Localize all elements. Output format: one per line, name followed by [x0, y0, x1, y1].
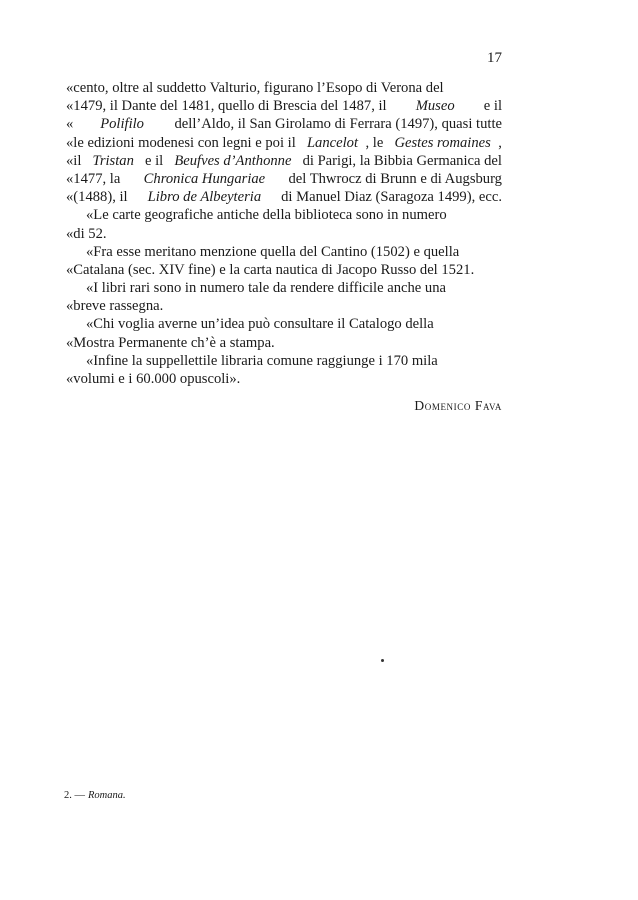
text-line: «Infine la suppellettile libraria comune raggiunge i 170 mila — [86, 352, 438, 369]
author-signature: Domenico Fava — [414, 398, 502, 413]
print-speck — [381, 659, 384, 662]
text-line: «volumi e i 60.000 opuscoli». — [66, 371, 241, 387]
text-line: « Polifilo dell’Aldo, il San Girolamo di Ferrara (1497), quasi tutte — [66, 116, 502, 133]
text-line: «Mostra Permanente ch’è a stampa. — [66, 334, 275, 351]
text-line: «1479, il Dante del 1481, quello di Brescia del 1487, il Museo e il — [66, 98, 502, 115]
text-line: «(1488), il Libro de Albeyteria di Manuel Diaz (Saragoza 1499), ecc. — [66, 189, 502, 206]
text-line: «Le carte geografiche antiche della biblioteca sono in numero — [86, 207, 447, 224]
page-number: 17 — [487, 50, 502, 66]
text-line: «1477, la Chronica Hungariae del Thwrocz di Brunn e di Augsburg — [66, 170, 502, 187]
text-line: «cento, oltre al suddetto Valturio, figurano l’Esopo di Verona del — [66, 80, 444, 96]
text-line: «breve rassegna. — [66, 298, 164, 315]
body-text — [66, 79, 502, 388]
signature-mark — [64, 790, 126, 801]
text-line: «Fra esse meritano menzione quella del Cantino (1502) e quella — [86, 243, 460, 260]
signature-mark-title: Romana. — [88, 790, 126, 801]
signature-mark-number: 2. — — [64, 790, 85, 801]
text-line: «il Tristan e il Beufves d’Anthonne di Parigi, la Bibbia Germanica del — [66, 152, 502, 169]
text-line: «le edizioni modenesi con legni e poi il Lancelot , le Gestes romaines , — [66, 134, 502, 151]
text-line: «Catalana (sec. XIV fine) e la carta nautica di Jacopo Russo del 1521. — [66, 261, 475, 278]
text-line: «di 52. — [66, 225, 107, 242]
text-line: «Chi voglia averne un’idea può consultare il Catalogo della — [86, 316, 434, 333]
text-line: «I libri rari sono in numero tale da rendere difficile anche una — [86, 280, 446, 297]
